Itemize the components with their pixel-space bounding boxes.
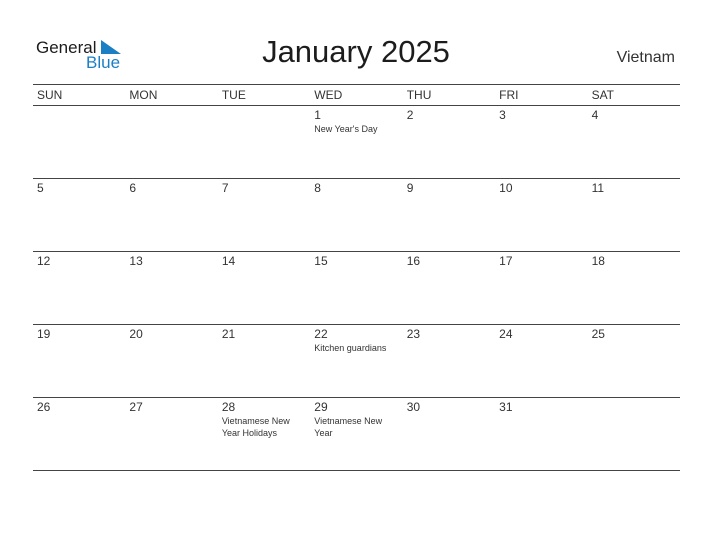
day-cell — [33, 179, 125, 251]
day-cell — [310, 106, 402, 178]
day-number: 20 — [129, 327, 143, 341]
day-number: 31 — [499, 400, 513, 414]
day-cell — [125, 106, 217, 178]
day-cell — [495, 325, 587, 397]
logo-text-general: General — [36, 38, 97, 57]
day-number: 10 — [499, 181, 513, 195]
day-number: 19 — [37, 327, 51, 341]
day-number: 18 — [591, 254, 605, 268]
day-cell — [403, 179, 495, 251]
day-number: 13 — [129, 254, 143, 268]
day-cell — [33, 252, 125, 324]
day-cell — [218, 106, 310, 178]
week-row — [33, 398, 680, 471]
calendar-title: January 2025 — [262, 34, 450, 69]
day-cell — [588, 398, 680, 470]
day-cell — [33, 325, 125, 397]
holiday-label: New Year's Day — [314, 124, 378, 134]
day-number: 15 — [314, 254, 328, 268]
day-cell — [495, 398, 587, 470]
holiday-label: Kitchen guardians — [314, 343, 387, 353]
day-number: 5 — [37, 181, 44, 195]
day-number: 9 — [406, 181, 414, 195]
day-number: 8 — [314, 181, 321, 195]
weekday-mon: MON — [129, 88, 158, 102]
day-cell — [588, 325, 680, 397]
weekday-sun: SUN — [37, 88, 63, 102]
day-cell — [403, 106, 495, 178]
day-cell — [125, 398, 217, 470]
day-number: 6 — [129, 181, 137, 195]
day-cell — [310, 398, 402, 470]
week-row — [33, 252, 680, 325]
day-cell — [588, 106, 680, 178]
day-cell — [588, 252, 680, 324]
weekday-tue: TUE — [221, 88, 246, 102]
day-cell — [218, 179, 310, 251]
week-row — [33, 325, 680, 398]
day-number: 16 — [406, 254, 421, 268]
day-number: 24 — [499, 327, 513, 341]
calendar-grid — [33, 84, 680, 471]
day-number: 23 — [406, 327, 421, 341]
day-cell — [218, 252, 310, 324]
weekday-header — [33, 84, 680, 106]
holiday-label: Vietnamese New Year — [314, 416, 383, 438]
day-cell — [588, 179, 680, 251]
weekday-sat: SAT — [591, 88, 615, 102]
day-number: 25 — [591, 327, 605, 341]
logo-text-blue: Blue — [86, 53, 121, 72]
day-number: 27 — [129, 400, 143, 414]
day-number: 28 — [221, 400, 236, 414]
day-number: 17 — [499, 254, 513, 268]
weekday-thu: THU — [406, 88, 432, 102]
day-cell — [310, 179, 402, 251]
day-cell — [218, 398, 310, 470]
day-cell — [218, 325, 310, 397]
day-cell — [33, 106, 125, 178]
day-cell — [125, 179, 217, 251]
day-number: 21 — [221, 327, 236, 341]
day-number: 2 — [406, 108, 414, 122]
day-number: 29 — [314, 400, 328, 414]
day-number: 11 — [591, 181, 605, 195]
day-number: 30 — [406, 400, 421, 414]
day-number: 4 — [591, 108, 599, 122]
day-number: 26 — [37, 400, 51, 414]
country-label: Vietnam — [616, 49, 675, 66]
day-cell — [495, 252, 587, 324]
day-cell — [125, 252, 217, 324]
day-cell — [495, 106, 587, 178]
day-number: 1 — [314, 108, 321, 122]
day-cell — [403, 252, 495, 324]
day-cell — [125, 325, 217, 397]
day-cell — [495, 179, 587, 251]
day-cell — [310, 325, 402, 397]
weekday-wed: WED — [314, 88, 343, 102]
day-number: 3 — [499, 108, 506, 122]
weeks-container — [33, 106, 680, 471]
day-cell — [403, 398, 495, 470]
day-number: 12 — [37, 254, 51, 268]
weekday-fri: FRI — [499, 88, 519, 102]
day-cell — [310, 252, 402, 324]
day-cell — [33, 398, 125, 470]
week-row — [33, 179, 680, 252]
day-number: 14 — [221, 254, 236, 268]
day-cell — [403, 325, 495, 397]
day-number: 7 — [221, 181, 229, 195]
holiday-label: Vietnamese New Year Holidays — [221, 416, 290, 438]
week-row — [33, 106, 680, 179]
day-number: 22 — [314, 327, 328, 341]
